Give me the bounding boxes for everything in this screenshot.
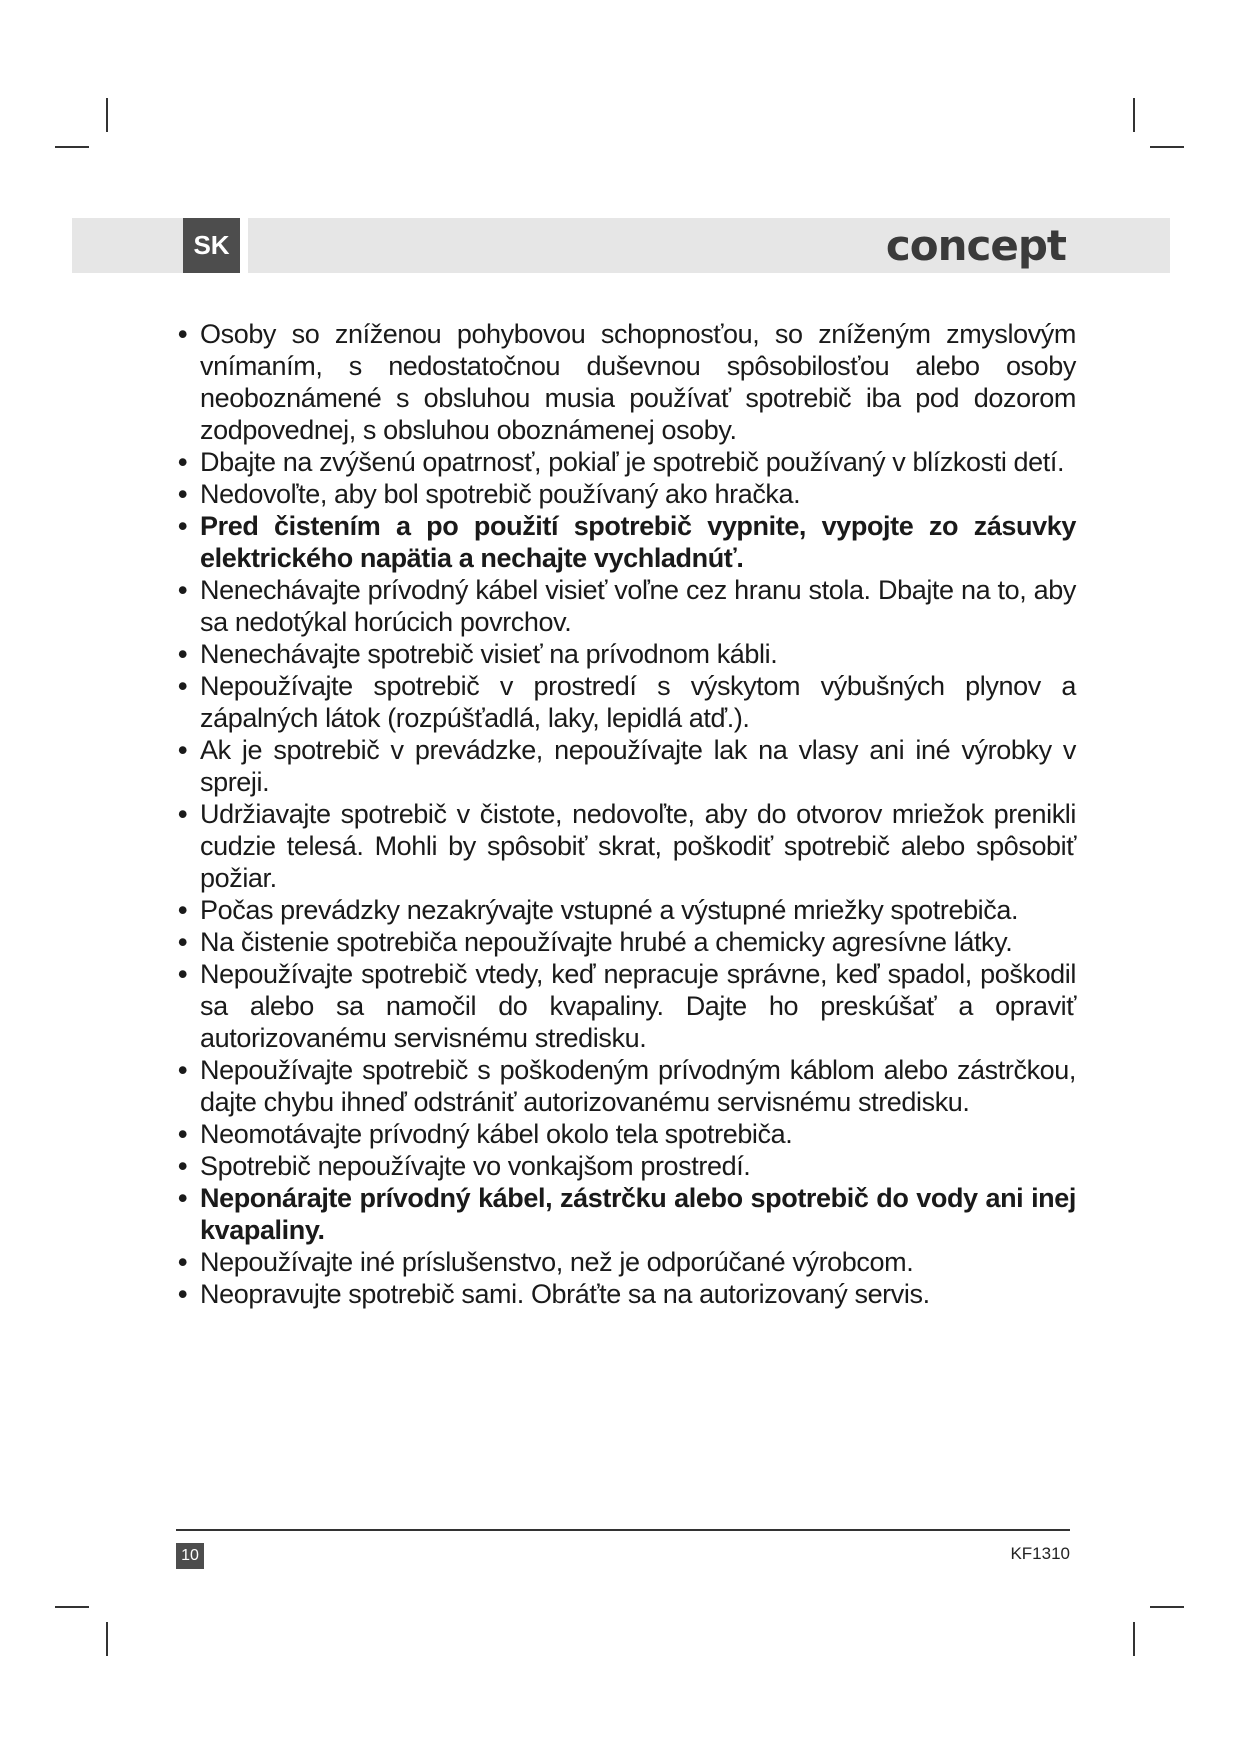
bullet-item (176, 1118, 1076, 1150)
bullet-item (176, 1278, 1076, 1310)
bullet-text: Dbajte na zvýšenú opatrnosť, pokiaľ je spotrebič používaný v blízkosti detí. (200, 447, 1065, 477)
bullet-text: Osoby so zníženou pohybovou schopnosťou, so zníženým zmyslovým vnímaním, s nedostatočnou duševnou spôsobilosťou alebo osoby neoboznámené s obsluhou musia používať spotrebič iba pod dozorom zodpovednej, s obsluhou oboznámenej osoby. (200, 319, 1076, 445)
bullet-item (176, 926, 1076, 958)
brand-logo: concept (885, 221, 1066, 270)
bullet-item (176, 670, 1076, 734)
bullet-text: Nedovoľte, aby bol spotrebič používaný ako hračka. (200, 479, 801, 509)
bullet-item (176, 1054, 1076, 1118)
bullet-item (176, 318, 1076, 446)
bullet-text: Nepoužívajte iné príslušenstvo, než je odporúčané výrobcom. (200, 1247, 914, 1277)
bullet-dot-icon: • (178, 1151, 188, 1181)
bullet-text: Pred čistením a po použití spotrebič vypnite, vypojte zo zásuvky elektrického napätia a nechajte vychladnúť. (200, 511, 1076, 573)
crop-mark-bottom-left-h (55, 1606, 89, 1608)
page-number: 10 (176, 1543, 204, 1569)
bullet-text: Počas prevádzky nezakrývajte vstupné a výstupné mriežky spotrebiča. (200, 895, 1019, 925)
crop-mark-top-left-v (106, 98, 108, 132)
bullet-item (176, 478, 1076, 510)
crop-mark-bottom-right-h (1150, 1606, 1184, 1608)
footer-divider (176, 1529, 1070, 1531)
bullet-item (176, 894, 1076, 926)
bullet-dot-icon: • (178, 319, 188, 349)
bullet-dot-icon: • (178, 447, 188, 477)
bullet-item (176, 574, 1076, 638)
bullet-item (176, 958, 1076, 1054)
bullet-dot-icon: • (178, 1119, 188, 1149)
bullet-text: Spotrebič nepoužívajte vo vonkajšom prostredí. (200, 1151, 751, 1181)
bullet-text: Neponárajte prívodný kábel, zástrčku alebo spotrebič do vody ani inej kvapaliny. (200, 1183, 1076, 1245)
bullet-dot-icon: • (178, 1279, 188, 1309)
bullet-dot-icon: • (178, 1247, 188, 1277)
bullet-dot-icon: • (178, 927, 188, 957)
crop-mark-bottom-left-v (106, 1622, 108, 1656)
bullet-item (176, 638, 1076, 670)
bullet-text: Neomotávajte prívodný kábel okolo tela spotrebiča. (200, 1119, 793, 1149)
bullet-text: Nepoužívajte spotrebič s poškodeným prívodným káblom alebo zástrčkou, dajte chybu ihneď odstrániť autorizovanému servisnému stredisku. (200, 1055, 1076, 1117)
bullet-item (176, 1150, 1076, 1182)
language-badge: SK (183, 218, 248, 273)
bullet-dot-icon: • (178, 671, 188, 701)
model-code: KF1310 (1010, 1544, 1070, 1563)
crop-mark-bottom-right-v (1133, 1622, 1135, 1656)
bullet-dot-icon: • (178, 639, 188, 669)
bullet-dot-icon: • (178, 479, 188, 509)
bullet-dot-icon: • (178, 1055, 188, 1085)
bullet-text: Ak je spotrebič v prevádzke, nepoužívajte lak na vlasy ani iné výrobky v spreji. (200, 735, 1076, 797)
bullet-text: Nepoužívajte spotrebič v prostredí s výskytom výbušných plynov a zápalných látok (rozpúšťadlá, laky, lepidlá atď.). (200, 671, 1076, 733)
bullet-text: Udržiavajte spotrebič v čistote, nedovoľte, aby do otvorov mriežok prenikli cudzie telesá. Mohli by spôsobiť skrat, poškodiť spotrebič alebo spôsobiť požiar. (200, 799, 1076, 893)
bullet-item (176, 734, 1076, 798)
bullet-item (176, 446, 1076, 478)
bullet-dot-icon: • (178, 959, 188, 989)
safety-instructions (176, 318, 1076, 1310)
bullet-dot-icon: • (178, 799, 188, 829)
crop-mark-top-left-h (55, 146, 89, 148)
bullet-text: Neopravujte spotrebič sami. Obráťte sa na autorizovaný servis. (200, 1279, 930, 1309)
bullet-dot-icon: • (178, 511, 188, 541)
bullet-dot-icon: • (178, 1183, 188, 1213)
bullet-text: Nenechávajte prívodný kábel visieť voľne cez hranu stola. Dbajte na to, aby sa nedotýkal horúcich povrchov. (200, 575, 1076, 637)
bullet-dot-icon: • (178, 735, 188, 765)
crop-mark-top-right-h (1150, 146, 1184, 148)
bullet-text: Nenechávajte spotrebič visieť na prívodnom kábli. (200, 639, 778, 669)
bullet-item (176, 510, 1076, 574)
bullet-item (176, 798, 1076, 894)
bullet-list (176, 318, 1076, 1310)
bullet-item (176, 1182, 1076, 1246)
bullet-text: Na čistenie spotrebiča nepoužívajte hrubé a chemicky agresívne látky. (200, 927, 1013, 957)
bullet-text: Nepoužívajte spotrebič vtedy, keď nepracuje správne, keď spadol, poškodil sa alebo sa namočil do kvapaliny. Dajte ho preskúšať a opraviť autorizovanému servisnému stredisku. (200, 959, 1076, 1053)
crop-mark-top-right-v (1133, 98, 1135, 132)
bullet-dot-icon: • (178, 575, 188, 605)
bullet-item (176, 1246, 1076, 1278)
bullet-dot-icon: • (178, 895, 188, 925)
